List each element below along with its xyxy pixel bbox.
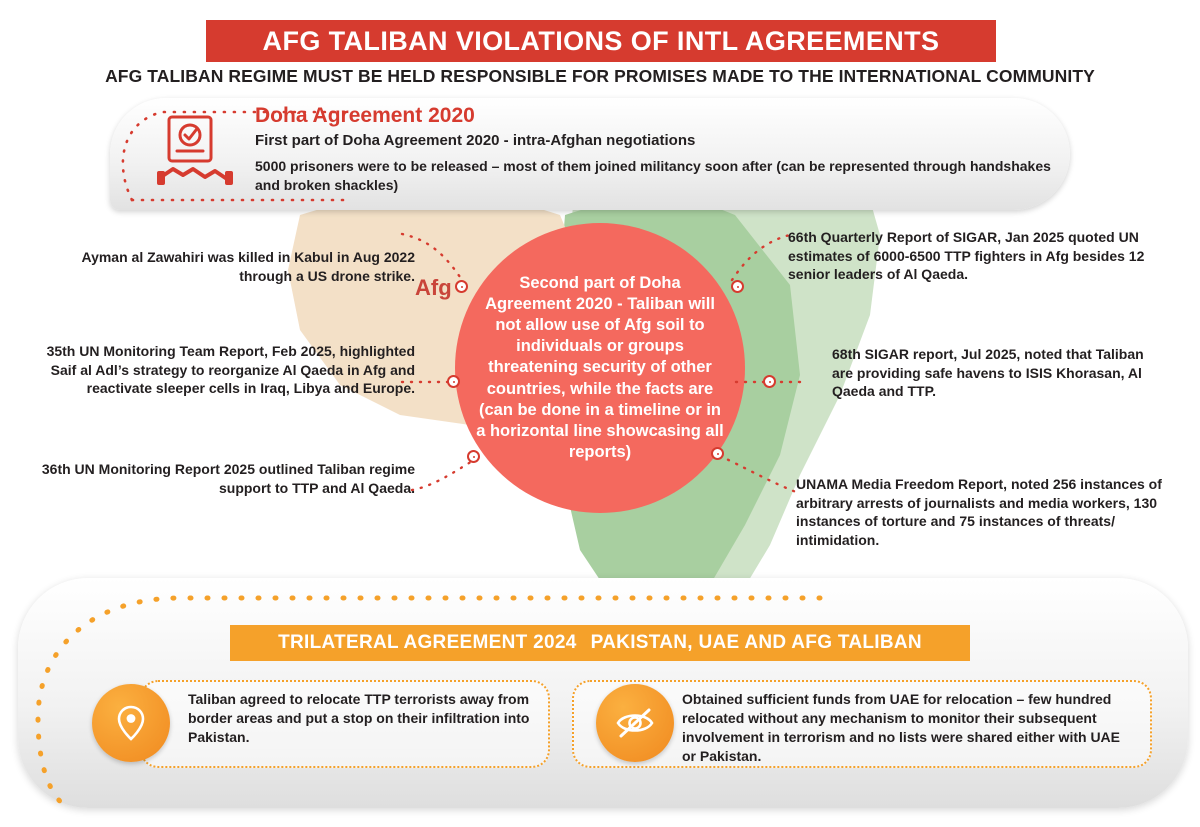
center-circle-text: Second part of Doha Agreement 2020 - Taliban will not allow use of Afg soil to individuals or groups threatening security of other countries, while the facts are (can be done in a timeline or in a horizontal line showcasing all reports) [476,274,724,461]
connector-node-right-2 [763,375,776,388]
doha-subheading: First part of Doha Agreement 2020 - intra-Afghan negotiations [255,132,696,149]
connector-node-left-3 [467,450,480,463]
doha-body: 5000 prisoners were to be released – most of them joined militancy soon after (can be represented through handshakes and broken shackles) [255,158,1051,193]
connector-node-right-1 [731,280,744,293]
trilateral-card-1-text: Taliban agreed to relocate TTP terrorists away from border areas and put a stop on their infiltration into Pakistan. [188,691,530,745]
page-subtitle: AFG TALIBAN REGIME MUST BE HELD RESPONSIBLE FOR PROMISES MADE TO THE INTERNATIONAL COMMUNITY [105,66,1095,86]
callout-right-3: UNAMA Media Freedom Report, noted 256 instances of arbitrary arrests of journalists and media workers, 130 instances of torture and 75 instances of threats/ intimidation. [796,476,1162,548]
location-pin-icon [92,684,170,762]
callout-right-1: 66th Quarterly Report of SIGAR, Jan 2025 quoted UN estimates of 6000-6500 TTP fighters in Afg besides 12 senior leaders of Al Qaeda. [788,229,1145,283]
agreement-handshake-icon [155,115,235,193]
callout-left-2: 35th UN Monitoring Team Report, Feb 2025, highlighted Saif al Adl’s strategy to reorganize Al Qaeda in Afg and reactivate sleeper cells in Iraq, Libya and Europe. [46,343,415,397]
trilateral-band-subtitle: PAKISTAN, UAE AND AFG TALIBAN [590,632,922,653]
connector-node-right-3 [711,447,724,460]
callout-left-3: 36th UN Monitoring Report 2025 outlined Taliban regime support to TTP and Al Qaeda. [41,461,415,496]
connector-right-1 [716,230,796,290]
connector-right-3 [716,452,802,498]
callout-left-1: Ayman al Zawahiri was killed in Kabul in Aug 2022 through a US drone strike. [81,249,415,284]
trilateral-band-title: TRILATERAL AGREEMENT 2024 [278,632,577,653]
afghanistan-label: Afg [415,275,452,300]
callout-right-2: 68th SIGAR report, Jul 2025, noted that Taliban are providing safe havens to ISIS Khorasan, Al Qaeda and TTP. [832,346,1144,400]
doha-heading: Doha Agreement 2020 [255,104,475,127]
doha-text-block [255,104,1055,195]
center-circle [455,223,745,513]
connector-node-left-2 [447,375,460,388]
trilateral-band [230,625,970,661]
connector-node-left-1 [455,280,468,293]
trilateral-card-2-text: Obtained sufficient funds from UAE for relocation – few hundred relocated without any mechanism to monitor their subsequent involvement in terrorism and no lists were shared either with UAE or Pakistan. [682,691,1120,764]
page-title: AFG TALIBAN VIOLATIONS OF INTL AGREEMENTS [206,20,996,62]
eye-off-icon [596,684,674,762]
